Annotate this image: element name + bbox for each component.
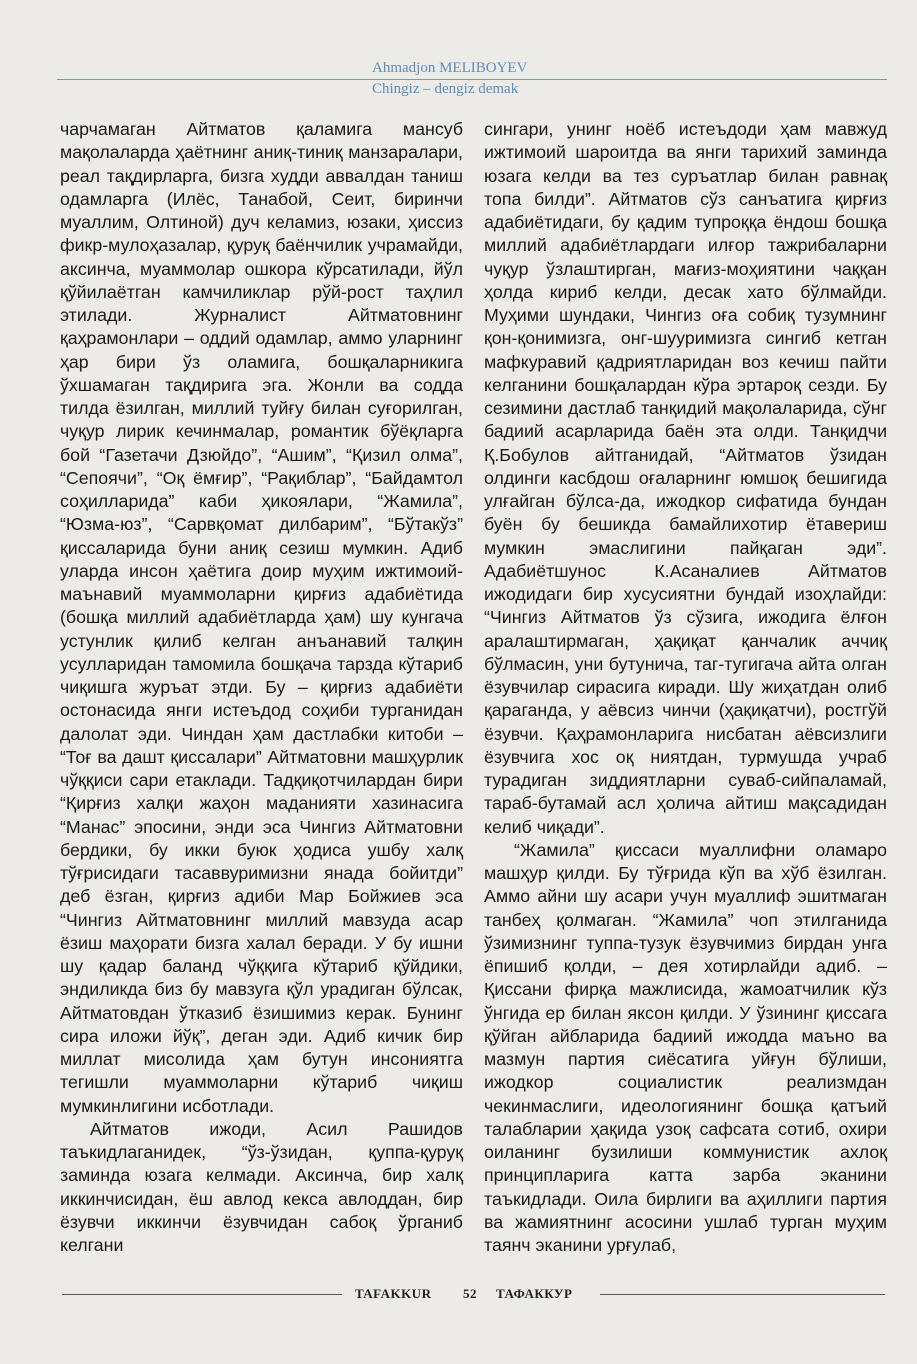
page-footer xyxy=(0,1284,917,1304)
right-paragraph-2: “Жамила” қиссаси муаллифни оламаро машҳур қилди. Бу тўғрида кўп ва хўб ёзилган. Аммо айни шу асари учун муаллиф эшитмаган танбеҳ қолмаган. “Жамила” чоп этилганида ўзимизнинг туппа-тузук ёзувчимиз бирдан унга ёпишиб қолди, – дея хотирлайди адиб. – Қиссани фирқа мажлисида, жамоатчилик кўз ўнгида ер билан яксон қилди. У ўзининг қиссага қўйган айбларида бадиий ижодда маъно ва мазмун партия сиёсатига уйғун бўлиши, ижодкор социалистик реализмдан чекинмаслиги, идеологиянинг бошқа қатъий талабларии ҳақида узоқ сафсата сотиб, охири оиланинг бузилиши коммунистик ахлоқ принципларига катта зарба эканини таъкидлади. Оила бирлиги ва аҳиллиги партия ва жамиятнинг асосини ушлаб турган муҳим таянч эканини урғулаб, xyxy=(484,839,887,1255)
footer-rule-left xyxy=(62,1294,342,1295)
footer-label-latin: TAFAKKUR xyxy=(355,1286,432,1301)
footer-label-cyrillic: ТАФАККУР xyxy=(496,1286,573,1301)
text-columns xyxy=(60,118,886,1266)
left-paragraph-1: чарчамаган Айтматов қаламига мансуб мақолаларда ҳаётнинг аниқ-тиниқ манзаралари, реал тақдирларга, бизга худди аввалдан таниш одамларга (Илёс, Танабой, Сеит, биринчи муаллим, Олтиной) дуч келамиз, юзаки, ҳиссиз фикр-мулоҳазалар, қуруқ баёнчилик учрамайди, аксинча, муаммолар ошкора кўрсатилади, йўл қўйилаётган камчиликлар рўй-рост таҳлил этилади. Журналист Айтматовнинг қаҳрамонлари – оддий одамлар, аммо уларнинг ҳар бири ўз оламига, бошқаларникига ўхшамаган тақдирига эга. Жонли ва содда тилда ёзилган, миллий туйғу билан суғорилган, чуқур лирик кечинмалар, романтик бўёқларга бой “Газетачи Дзюйдо”, “Ашим”, “Қизил олма”, “Сепоячи”, “Оқ ёмғир”, “Рақиблар”, “Байдамтол соҳилларида” каби ҳикоялари, “Жамила”, “Юзма-юз”, “Сарвқомат дилбарим”, “Бўтакўз” қиссаларида буни аниқ сезиш мумкин. Адиб уларда инсон ҳаётига доир муҳим ижтимоий-маънавий муаммоларни қирғиз адабиётида (бошқа миллий адабиётларда ҳам) шу кунгача устунлик қилиб келган анъанавий талқин усулларидан тамомила бошқача тарзда кўтариб чиқишга журъат этди. Бу – қирғиз адабиёти остонасида янги истеъдод соҳиби турганидан далолат эди. Чиндан ҳам дастлабки китоби – “Тоғ ва дашт қиссалари” Айтматовни машҳурлик чўққиси сари етаклади. Тадқиқотчилардан бири “Қирғиз халқи жаҳон маданияти хазинасига “Манас” эпосини, энди эса Чингиз Айтматовни бердики, бу икки буюк ҳодиса ушбу халқ тўғрисидаги тасаввуримизни янада бойитди” деб ёзган, қирғиз адиби Мар Бойжиев эса “Чингиз Айтматовнинг миллий мавзуда асар ёзиш маҳорати бизга халал беради. У бу ишни шу қадар баланд чўққига кўтариб қўйдики, эндиликда биз бу мавзуга қўл урадиган бўлсак, Айтматовдан ўтказиб ёзишимиз керак. Бунинг сира иложи йўқ”, деган эди. Адиб кичик бир миллат мисолида ҳам бутун инсониятга тегишли муаммоларни кўтариб чиқиш мумкинлигини исботлади. xyxy=(60,119,463,1116)
right-paragraph-1: сингари, унинг ноёб истеъдоди ҳам мавжуд ижтимоий шароитда ва янги тарихий заминда юзага келди ва тез суръатлар билан равнақ топа билди”. Айтматов сўз санъатига қирғиз адабиётидаги, бу қадим тупроққа ёндош бошқа миллий адабиётлардаги илғор тажрибаларни чуқур ўзлаштирган, мағиз-моҳиятини чаққан ҳолда кириб келди, десак хато бўлмайди. Муҳими шундаки, Чингиз оға собиқ тузумнинг қон-қонимизга, онг-шууримизга сингиб кетган мафкуравий қадриятларидан воз кечиш пайти келганини бошқалардан кўра эртароқ сезди. Бу сезимини дастлаб танқидий мақолаларида, сўнг бадиий асарларида баён эта олди. Танқидчи Қ.Бобулов айтганидай, “Айтматов ўзидан олдинги касбдош оғаларнинг юмшоқ бешигида улғайган бўлса-да, ижодкор сифатида бундан буён бу бешикда бамайлихотир ётавериш мумкин эмаслигини пайқаган эди”. Адабиётшунос К.Асаналиев Айтматов ижодидаги бир хусусиятни бундай изоҳлайди: “Чингиз Айтматов ўз сўзига, ижодига ёлғон аралаштирмаган, ҳақиқат қанчалик аччиқ бўлмасин, уни бутунича, таг-тугигача айта олган ёзувчилар сирасига киради. Шу жиҳатдан олиб қараганда, у аёвсиз чинчи (ҳақиқатчи), ростгўй ёзувчи. Қаҳрамонларига нисбатан аёвсизлиги ёзувчига хос оқ ниятдан, турмушда учраб турадиган зиддиятларни сувaб-сийпаламай, тараб-бутамай асл ҳолича айтиш мақсадидан келиб чиқади”. xyxy=(484,119,887,837)
header-author: Ahmadjon MELIBOYEV xyxy=(372,60,528,76)
header-rule xyxy=(57,79,887,80)
page-number: 52 xyxy=(463,1286,477,1301)
header-subtitle: Chingiz – dengiz demak xyxy=(372,81,519,97)
running-header xyxy=(0,56,917,104)
right-column xyxy=(484,118,887,1257)
footer-rule-right xyxy=(600,1294,885,1295)
left-column xyxy=(60,118,463,1257)
left-paragraph-2: Айтматов ижоди, Асил Рашидов таъкидлаганидек, “ўз-ўзидан, қуппа-қуруқ заминда юзага келмади. Аксинча, бир халқ иккинчисидан, ёш авлод кекса авлоддан, бир ёзувчи иккинчи ёзувчидан сабоқ ўрганиб келгани xyxy=(60,1118,463,1255)
